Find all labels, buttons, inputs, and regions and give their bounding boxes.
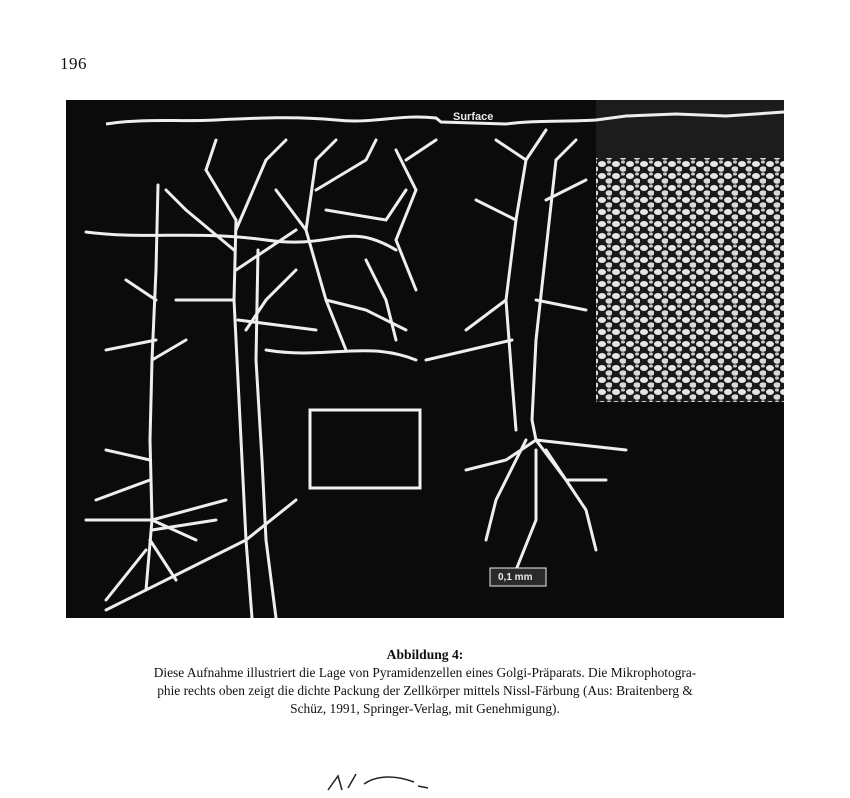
scan-artifact [318,770,518,794]
figure-caption [40,646,810,718]
highlight-box [310,410,420,488]
caption-line: phie rechts oben zeigt die dichte Packung der Zellkörper mittels Nissl-Färbung (Aus: Braitenberg & [157,683,693,698]
pyramidal-cell-tracing [66,100,784,618]
neuron-traces [86,130,626,618]
page-number: 196 [60,54,87,73]
nissl-inset [596,158,784,402]
golgi-micrograph-figure [66,100,784,618]
caption-line: Schüz, 1991, Springer-Verlag, mit Genehmigung). [290,701,560,716]
caption-line: Diese Aufnahme illustriert die Lage von Pyramidenzellen eines Golgi-Präparats. Die Mikrophotogra- [153,665,697,680]
surface-label: Surface [453,111,494,123]
caption-title: Abbildung 4: [386,647,464,662]
scale-bar-label: 0,1 mm [498,572,533,583]
